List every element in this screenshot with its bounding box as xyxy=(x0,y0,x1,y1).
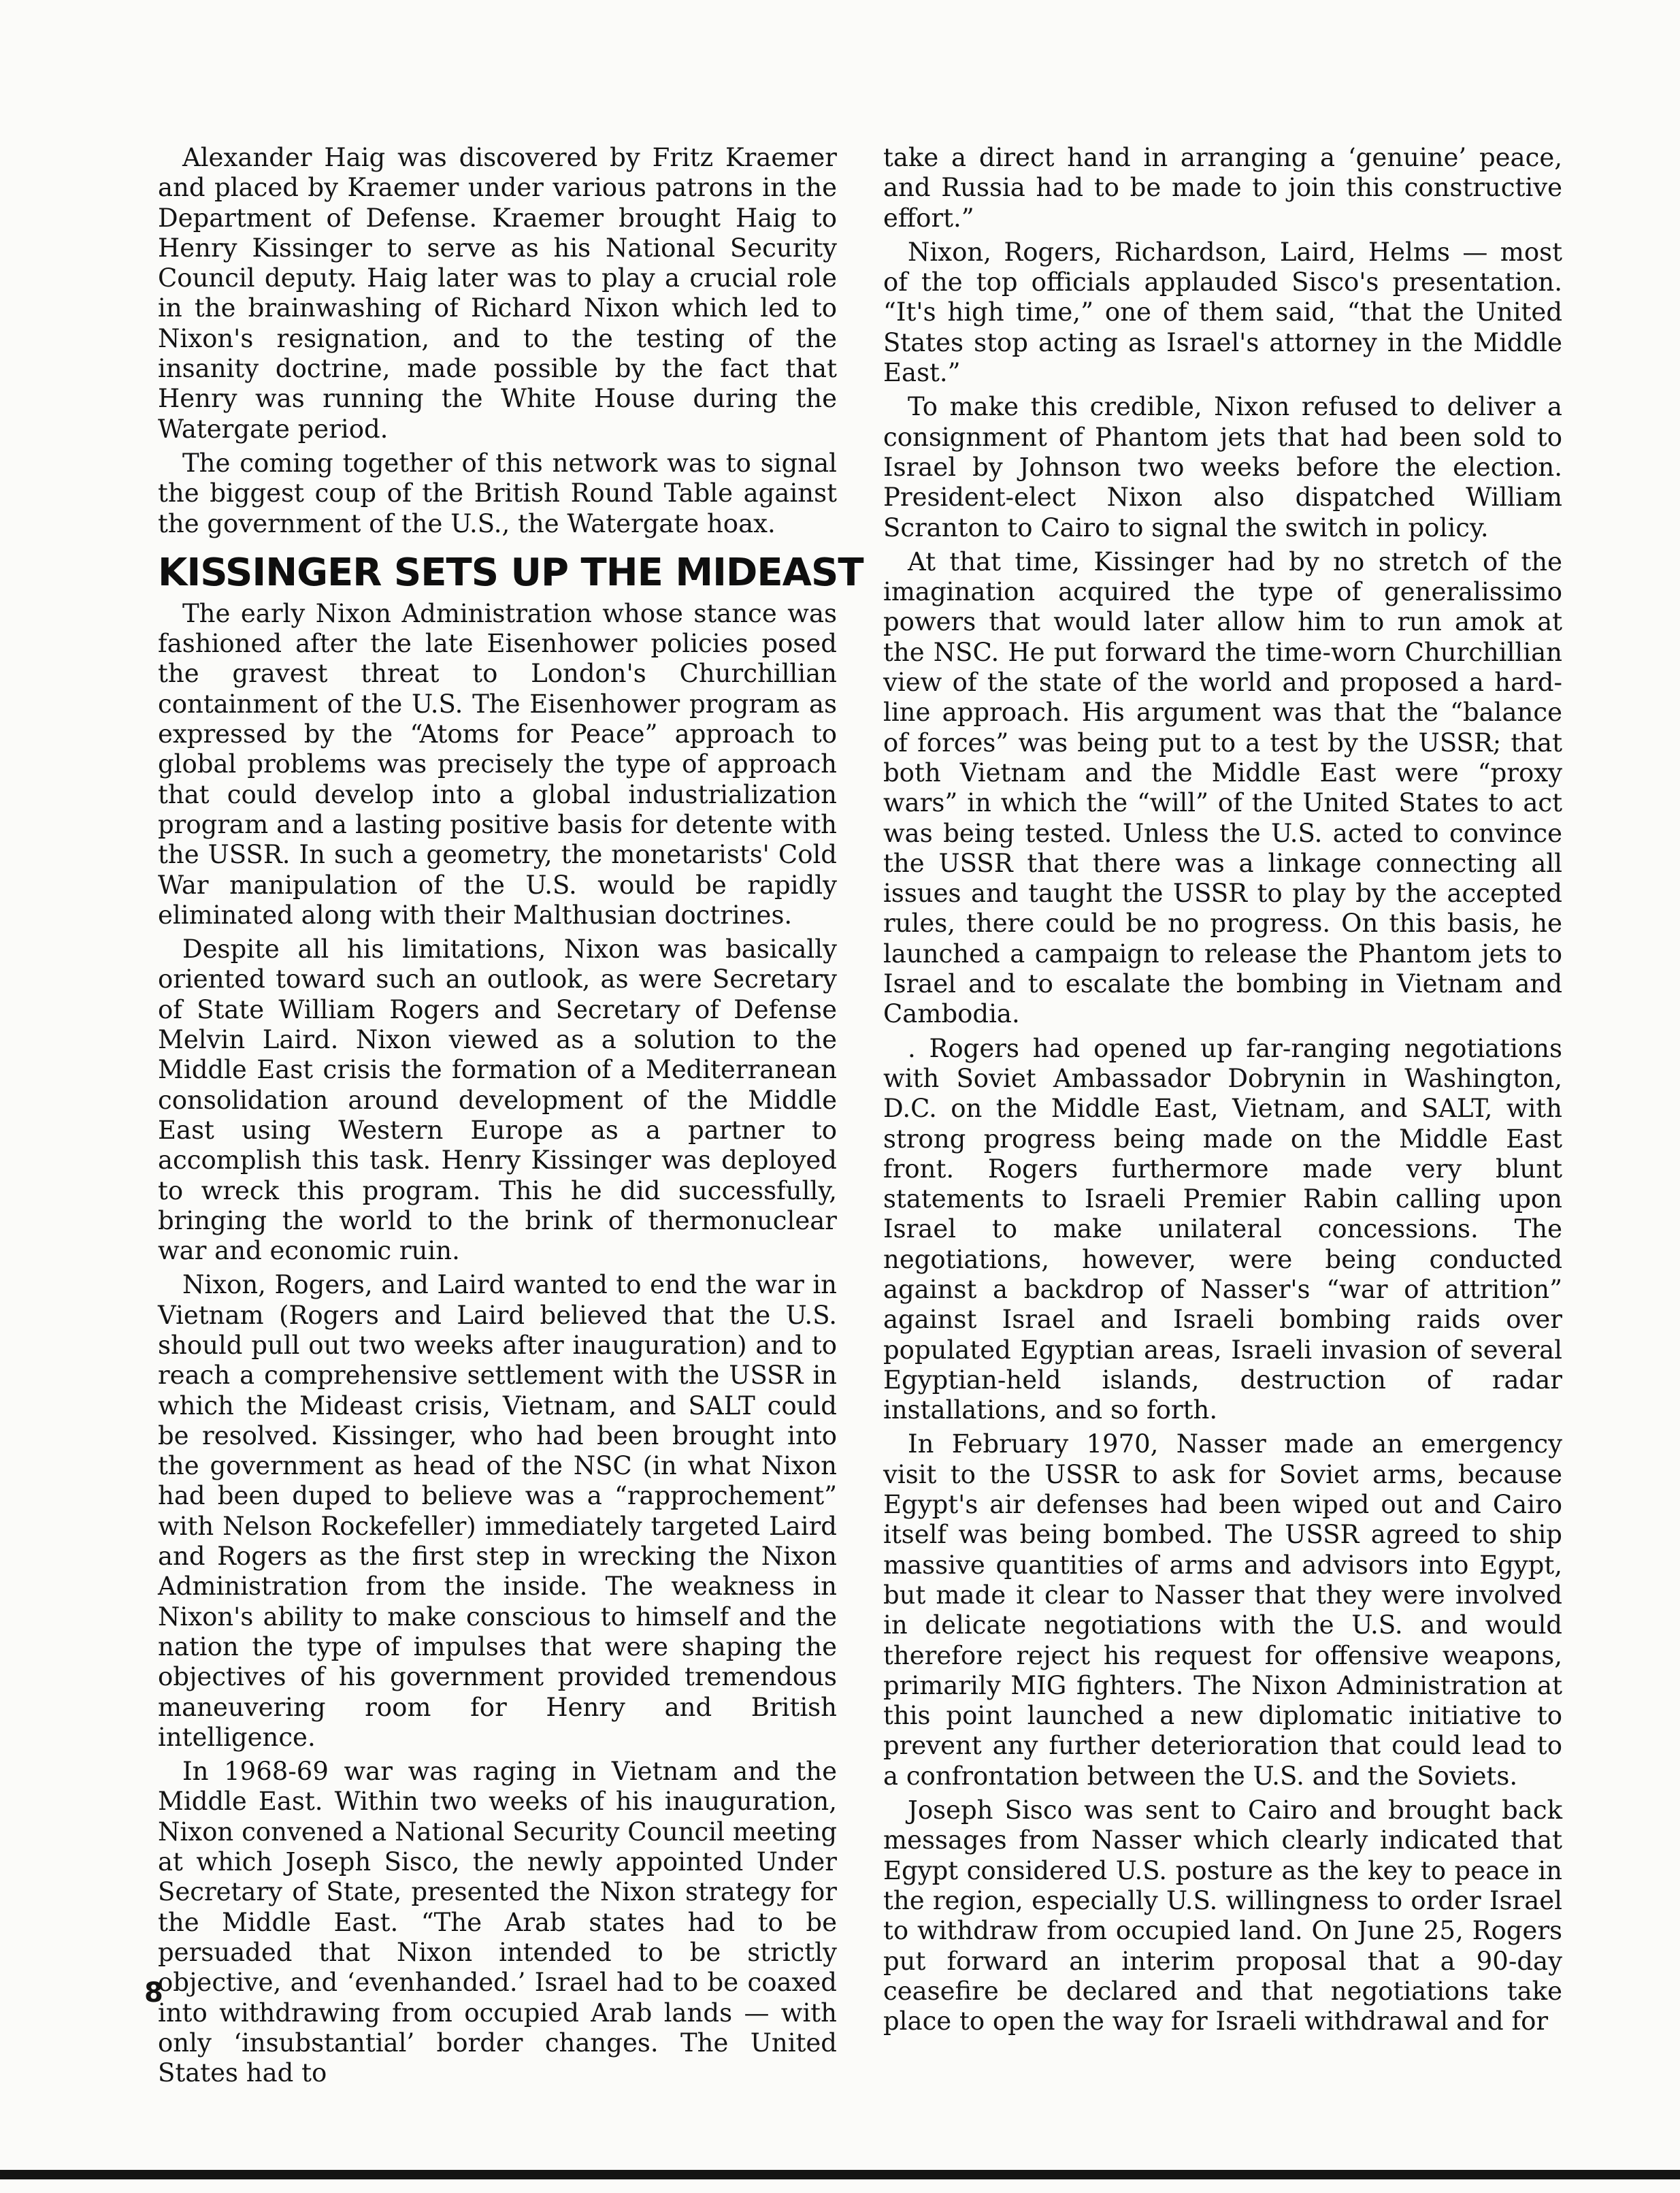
section-heading: KISSINGER SETS UP THE MIDEAST xyxy=(158,550,863,595)
paragraph: . Rogers had opened up far-ranging negotiations with Soviet Ambassador Dobrynin in Washington, D.C. on the Middle East, Vietnam, and SALT, with strong progress being made on the Middle East front. Rogers furthermore made very blunt statements to Israeli Premier Rabin calling upon Israel to make unilateral concessions. The negotiations, however, were being conducted against a backdrop of Nasser's “war of attrition” against Israel and Israeli bombing raids over populated Egyptian areas, Israeli invasion of several Egyptian-held islands, destruction of radar installations, and so forth. xyxy=(883,1033,1562,1425)
paragraph: To make this credible, Nixon refused to deliver a consignment of Phantom jets that had been sold to Israel by Johnson two weeks before the election. President-elect Nixon also dispatched William Scranton to Cairo to signal the switch in policy. xyxy=(883,392,1562,542)
bottom-rule xyxy=(0,2170,1680,2179)
paragraph: Nixon, Rogers, and Laird wanted to end the war in Vietnam (Rogers and Laird believed that the U.S. should pull out two weeks after inauguration) and to reach a comprehensive settlement with the USSR in which the Mideast crisis, Vietnam, and SALT could be resolved. Kissinger, who had been brought into the government as head of the NSC (in what Nixon had been duped to believe was a “rapprochement” with Nelson Rockefeller) immediately targeted Laird and Rogers as the first step in wrecking the Nixon Administration from the inside. The weakness in Nixon's ability to make conscious to himself and the nation the type of impulses that were shaping the objectives of his government provided tremendous maneuvering room for Henry and British intelligence. xyxy=(158,1270,837,1752)
paragraph: At that time, Kissinger had by no stretch of the imagination acquired the type of generalissimo powers that would later allow him to run amok at the NSC. He put forward the time-worn Churchillian view of the state of the world and proposed a hard-line approach. His argument was that the “balance of forces” was being put to a test by the USSR; that both Vietnam and the Middle East were “proxy wars” in which the “will” of the United States to act was being tested. Unless the U.S. acted to convince the USSR that there was a linkage connecting all issues and taught the USSR to play by the accepted rules, there could be no progress. On this basis, he launched a campaign to release the Phantom jets to Israel and to escalate the bombing in Vietnam and Cambodia. xyxy=(883,547,1562,1029)
paragraph: The coming together of this network was to signal the biggest coup of the British Round Table against the government of the U.S., the Watergate hoax. xyxy=(158,448,837,538)
page-number: 8 xyxy=(144,1977,163,2009)
right-column xyxy=(883,143,1562,2041)
paragraph: Despite all his limitations, Nixon was basically oriented toward such an outlook, as were Secretary of State William Rogers and Secretary of Defense Melvin Laird. Nixon viewed as a solution to the Middle East crisis the formation of a Mediterranean consolidation around development of the Middle East using Western Europe as a partner to accomplish this task. Henry Kissinger was deployed to wreck this program. This he did successfully, bringing the world to the brink of thermonuclear war and economic ruin. xyxy=(158,935,837,1266)
paragraph: In February 1970, Nasser made an emergency visit to the USSR to ask for Soviet arms, because Egypt's air defenses had been wiped out and Cairo itself was being bombed. The USSR agreed to ship massive quantities of arms and advisors into Egypt, but made it clear to Nasser that they were involved in delicate negotiations with the U.S. and would therefore reject his request for offensive weapons, primarily MIG fighters. The Nixon Administration at this point launched a new diplomatic initiative to prevent any further deterioration that could lead to a confrontation between the U.S. and the Soviets. xyxy=(883,1429,1562,1791)
paragraph: In 1968-69 war was raging in Vietnam and the Middle East. Within two weeks of his inauguration, Nixon convened a National Security Council meeting at which Joseph Sisco, the newly appointed Under Secretary of State, presented the Nixon strategy for the Middle East. “The Arab states had to be persuaded that Nixon intended to be strictly objective, and ‘evenhanded.’ Israel had to be coaxed into withdrawing from occupied Arab lands — with only ‘insubstantial’ border changes. The United States had to xyxy=(158,1757,837,2088)
paragraph: Alexander Haig was discovered by Fritz Kraemer and placed by Kraemer under various patrons in the Department of Defense. Kraemer brought Haig to Henry Kissinger to serve as his National Security Council deputy. Haig later was to play a crucial role in the brainwashing of Richard Nixon which led to Nixon's resignation, and to the testing of the insanity doctrine, made possible by the fact that Henry was running the White House during the Watergate period. xyxy=(158,143,837,444)
paragraph: Joseph Sisco was sent to Cairo and brought back messages from Nasser which clearly indicated that Egypt considered U.S. posture as the key to peace in the region, especially U.S. willingness to order Israel to withdraw from occupied land. On June 25, Rogers put forward an interim proposal that a 90-day ceasefire be declared and that negotiations take place to open the way for Israeli withdrawal and for xyxy=(883,1796,1562,2036)
paragraph: Nixon, Rogers, Richardson, Laird, Helms — most of the top officials applauded Sisco's presentation. “It's high time,” one of them said, “that the United States stop acting as Israel's attorney in the Middle East.” xyxy=(883,237,1562,388)
paragraph: The early Nixon Administration whose stance was fashioned after the late Eisenhower policies posed the gravest threat to London's Churchillian containment of the U.S. The Eisenhower program as expressed by the “Atoms for Peace” approach to global problems was precisely the type of approach that could develop into a global industrialization program and a lasting positive basis for detente with the USSR. In such a geometry, the monetarists' Cold War manipulation of the U.S. would be rapidly eliminated along with their Malthusian doctrines. xyxy=(158,598,837,930)
left-column xyxy=(158,143,863,2092)
paragraph: take a direct hand in arranging a ‘genuine’ peace, and Russia had to be made to join this constructive effort.” xyxy=(883,143,1562,233)
